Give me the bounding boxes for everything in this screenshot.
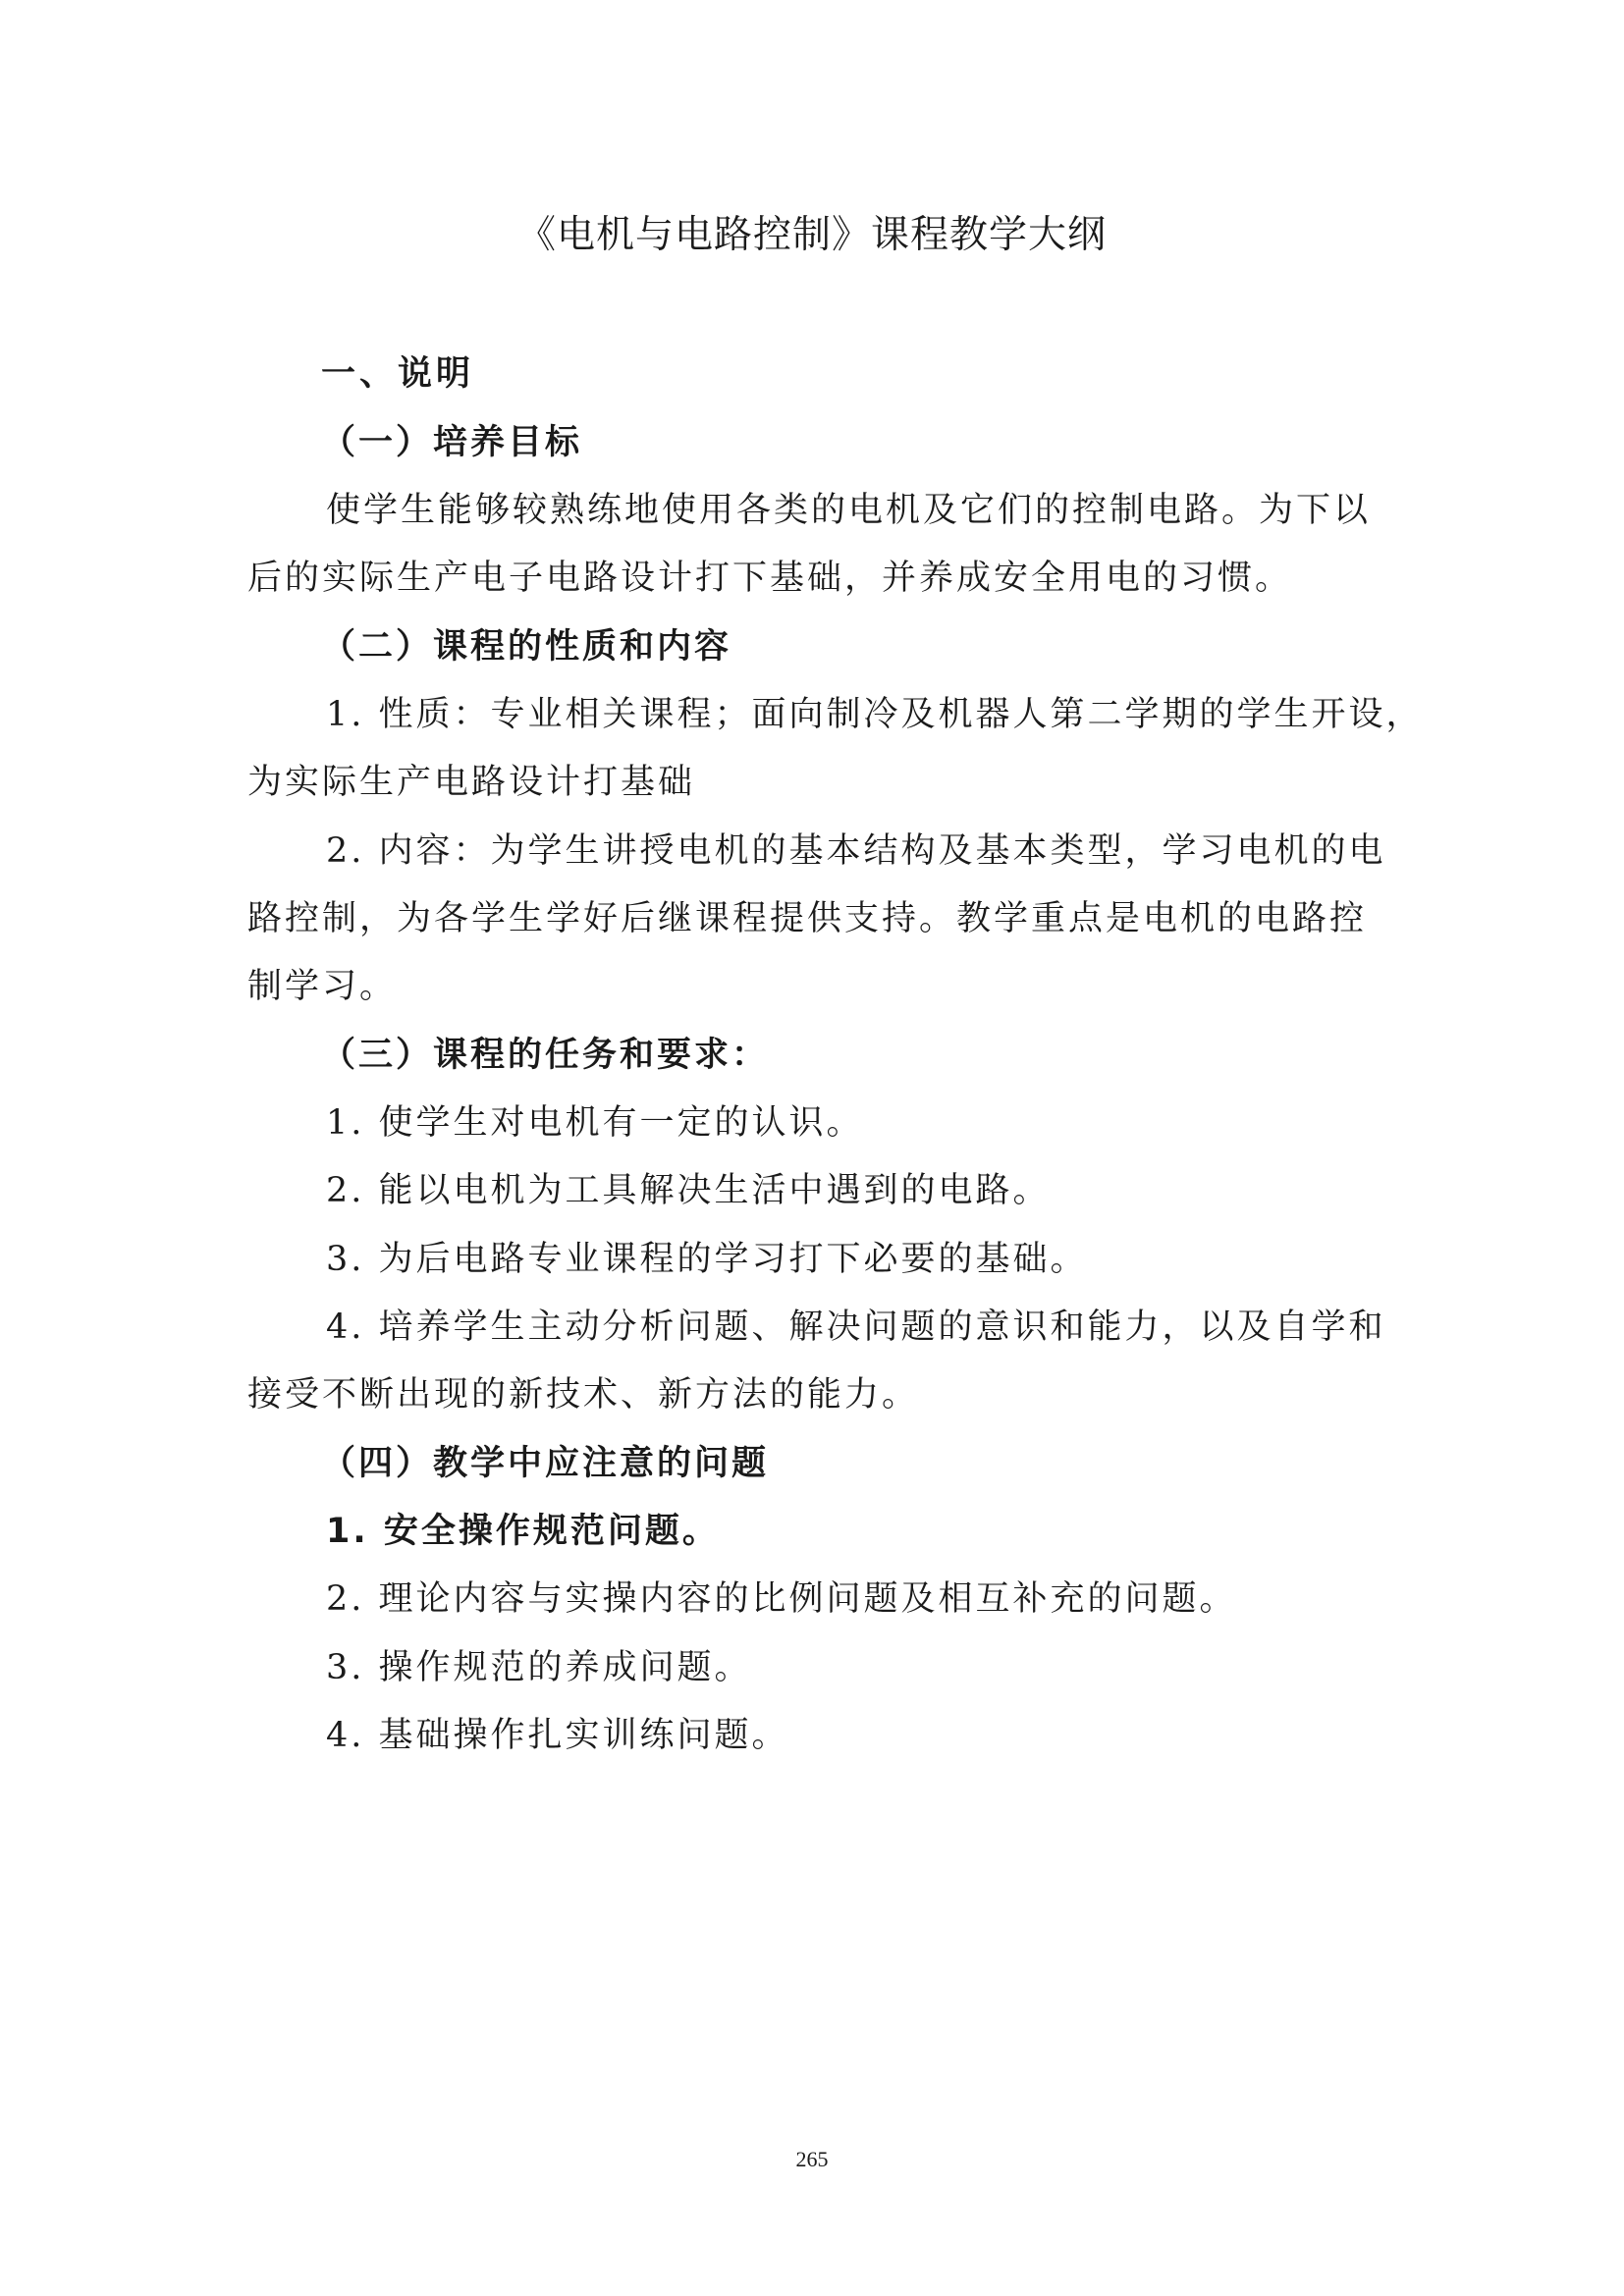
subsection-heading-nature-content: （二）课程的性质和内容: [321, 627, 732, 667]
list-item: 3. 操作规范的养成问题。: [326, 1648, 752, 1687]
list-item: 2. 能以电机为工具解决生活中遇到的电路。: [326, 1171, 1051, 1210]
paragraph-line: 后的实际生产电子电路设计打下基础，并养成安全用电的习惯。: [247, 559, 1293, 598]
document-title: 《电机与电路控制》课程教学大纲: [516, 213, 1107, 257]
subsection-heading-teaching-notes: （四）教学中应注意的问题: [321, 1444, 770, 1483]
list-item-line: 制学习。: [247, 967, 398, 1006]
paragraph-line: 使学生能够较熟练地使用各类的电机及它们的控制电路。为下以: [326, 491, 1372, 530]
subsection-heading-training-goals: （一）培养目标: [321, 423, 583, 462]
list-item-line: 4. 培养学生主动分析问题、解决问题的意识和能力，以及自学和: [326, 1308, 1386, 1347]
page-number: 265: [795, 2147, 829, 2171]
list-item-line: 接受不断出现的新技术、新方法的能力。: [247, 1375, 920, 1415]
list-item: 3. 为后电路专业课程的学习打下必要的基础。: [326, 1240, 1088, 1279]
list-item: 1. 使学生对电机有一定的认识。: [326, 1103, 864, 1143]
list-item: 2. 理论内容与实操内容的比例问题及相互补充的问题。: [326, 1579, 1237, 1619]
list-item-bold: 1. 安全操作规范问题。: [326, 1512, 720, 1551]
list-item-line: 为实际生产电路设计打基础: [247, 763, 696, 802]
list-item-line: 1. 性质：专业相关课程；面向制冷及机器人第二学期的学生开设，: [326, 695, 1424, 734]
list-item-line: 2. 内容：为学生讲授电机的基本结构及基本类型，学习电机的电: [326, 831, 1386, 871]
list-item-line: 路控制，为各学生学好后继课程提供支持。教学重点是电机的电路控: [247, 899, 1368, 938]
subsection-heading-tasks-requirements: （三）课程的任务和要求：: [321, 1036, 770, 1075]
section-heading-explanation: 一、说明: [321, 354, 475, 394]
list-item: 4. 基础操作扎实训练问题。: [326, 1716, 789, 1755]
